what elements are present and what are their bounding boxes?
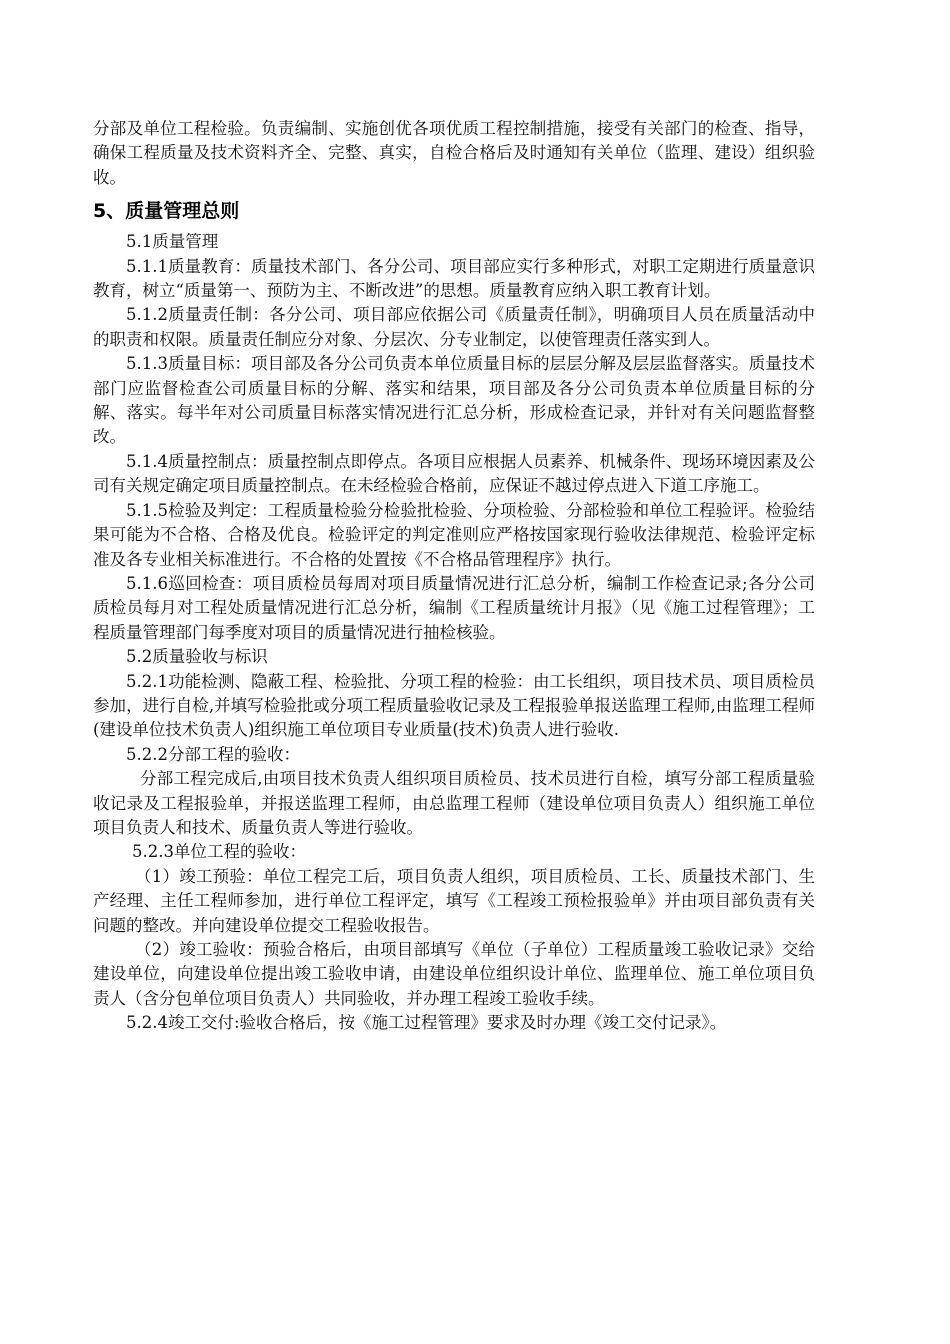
paragraph-5-1-3: 5.1.3质量目标：项目部及各分公司负责本单位质量目标的层层分解及层层监督落实。质量技术部门应监督检查公司质量目标的分解、落实和结果，项目部及各分公司负责本单位质量目标的分解、落实。每半年对公司质量目标落实情况进行汇总分析，形成检查记录，并针对有关问题监督整改。 [93, 354, 815, 447]
subsection-title-5-2-3: 5.2.3单位工程的验收： [132, 842, 306, 862]
paragraph-5-1-5: 5.1.5检验及判定：工程质量检验分检验批检验、分项检验、分部检验和单位工程验评。检验结果可能为不合格、合格及优良。检验评定的判定准则应严格按国家现行验收法律规范、检验评定标准及各专业相关标准进行。不合格的处置按《不合格品管理程序》执行。 [93, 500, 815, 569]
subsection-title-5-2: 5.2质量验收与标识 [126, 647, 268, 667]
paragraph-5-2-2-body: 分部工程完成后,由项目技术负责人组织项目质检员、技术员进行自检，填写分部工程质量验收记录及工程报验单，并报送监理工程师，由总监理工程师（建设单位项目负责人）组织施工单位项目负责人和技术、质量负责人等进行验收。 [93, 769, 815, 837]
paragraph-5-2-3-1: （1）竣工预验：单位工程完工后，项目负责人组织，项目质检员、工长、质量技术部门、生产经理、主任工程师参加，进行单位工程评定，填写《工程竣工预检报验单》并由项目部负责有关问题的整改。并向建设单位提交工程验收报告。 [93, 866, 815, 935]
paragraph-5-2-4: 5.2.4竣工交付:验收合格后，按《施工过程管理》要求及时办理《竣工交付记录》。 [126, 1013, 727, 1033]
section-heading: 5、质量管理总则 [93, 200, 240, 223]
paragraph-5-1-4: 5.1.4质量控制点：质量控制点即停点。各项目应根据人员素养、机械条件、现场环境因素及公司有关规定确定项目质量控制点。在未经检验合格前，应保证不越过停点进入下道工序施工。 [93, 451, 815, 496]
paragraph-5-2-1: 5.2.1功能检测、隐蔽工程、检验批、分项工程的检验：由工长组织，项目技术员、项目质检员参加，进行自检,并填写检验批或分项工程质量验收记录及工程报验单报送监理工程师,由监理工程师(建设单位技术负责人)组织施工单位项目专业质量(技术)负责人进行验收. [93, 671, 815, 740]
subsection-title-5-2-2: 5.2.2分部工程的验收： [126, 744, 300, 764]
paragraph-5-1-6: 5.1.6巡回检查：项目质检员每周对项目质量情况进行汇总分析，编制工作检查记录;各分公司质检员每月对工程处质量情况进行汇总分析，编制《工程质量统计月报》（见《施工过程管理》；工程质量管理部门每季度对项目的质量情况进行抽检核验。 [93, 573, 815, 642]
paragraph-5-1-2: 5.1.2质量责任制：各分公司、项目部应依据公司《质量责任制》，明确项目人员在质量活动中的职责和权限。质量责任制应分对象、分层次、分专业制定，以使管理责任落实到人。 [93, 305, 815, 349]
intro-paragraph: 分部及单位工程检验。负责编制、实施创优各项优质工程控制措施，接受有关部门的检查、指导，确保工程质量及技术资料齐全、完整、真实，自检合格后及时通知有关单位（监理、建设）组织验收。 [93, 119, 815, 187]
paragraph-5-1-1: 5.1.1质量教育：质量技术部门、各分公司、项目部应实行多种形式，对职工定期进行质量意识教育，树立“质量第一、预防为主、不断改进”的思想。质量教育应纳入职工教育计划。 [93, 256, 815, 301]
document-page [93, 117, 815, 1036]
paragraph-5-2-3-2: （2）竣工验收：预验合格后，由项目部填写《单位（子单位）工程质量竣工验收记录》交给建设单位，向建设单位提出竣工验收申请，由建设单位组织设计单位、监理单位、施工单位项目负责人（含分包单位项目负责人）共同验收，并办理工程竣工验收手续。 [93, 940, 815, 1008]
subsection-title-5-1: 5.1质量管理 [126, 232, 219, 252]
